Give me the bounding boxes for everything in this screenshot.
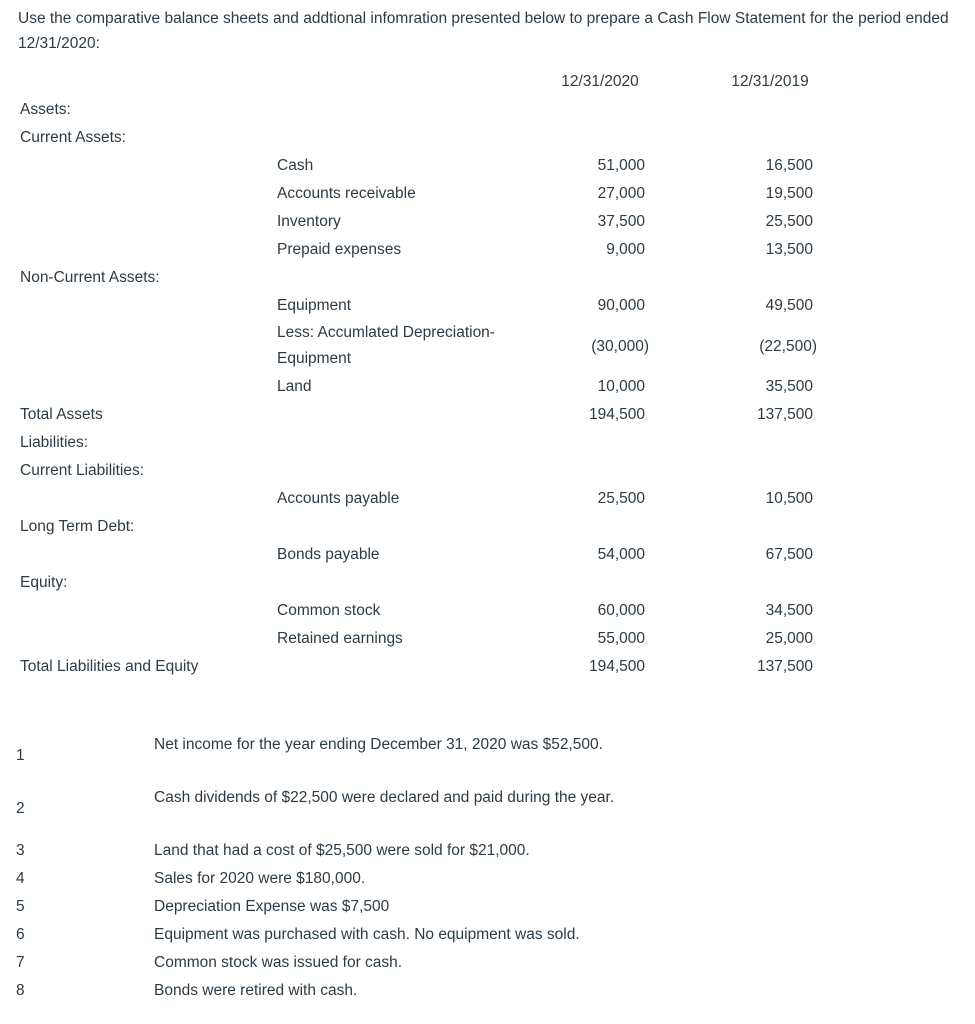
ar-2020: 27,000: [597, 185, 645, 202]
common-stock-2020: 60,000: [597, 602, 645, 619]
header-2020: 12/31/2020: [561, 73, 639, 90]
equipment-2019: 49,500: [765, 297, 813, 314]
equipment-label: Equipment: [277, 297, 352, 314]
land-2020: 10,000: [597, 378, 645, 395]
note-number: 6: [16, 926, 25, 943]
note-number: 5: [16, 898, 25, 915]
inventory-2020: 37,500: [597, 213, 645, 230]
note-number: 7: [16, 954, 25, 971]
prepaid-label: Prepaid expenses: [277, 241, 402, 258]
prepaid-2019: 13,500: [765, 241, 813, 258]
common-stock-2019: 34,500: [765, 602, 813, 619]
cash-2020: 51,000: [597, 157, 645, 174]
note-text: Sales for 2020 were $180,000.: [154, 870, 366, 887]
ap-2020: 25,500: [597, 490, 645, 507]
current-assets-label: Current Assets:: [20, 129, 126, 146]
total-liab-equity-2019: 137,500: [756, 658, 813, 675]
equity-label: Equity:: [20, 574, 68, 591]
retained-earnings-label: Retained earnings: [277, 630, 403, 647]
cash-label: Cash: [277, 157, 314, 174]
accum-dep-2020: (30,000): [591, 338, 649, 355]
note-number: 2: [16, 800, 25, 817]
note-text: Net income for the year ending December 31, 2020 was $52,500.: [154, 736, 603, 753]
ar-label: Accounts receivable: [277, 185, 416, 202]
inventory-2019: 25,500: [765, 213, 813, 230]
total-liab-equity-label: Total Liabilities and Equity: [20, 658, 199, 675]
note-text: Common stock was issued for cash.: [154, 954, 403, 971]
inventory-label: Inventory: [277, 213, 341, 230]
common-stock-label: Common stock: [277, 602, 381, 619]
bonds-2019: 67,500: [765, 546, 813, 563]
ap-label: Accounts payable: [277, 490, 400, 507]
assets-label: Assets:: [20, 101, 71, 118]
total-assets-label: Total Assets: [20, 406, 103, 423]
note-number: 1: [16, 747, 25, 764]
land-2019: 35,500: [765, 378, 813, 395]
note-number: 3: [16, 842, 25, 859]
current-liabilities-label: Current Liabilities:: [20, 462, 145, 479]
ar-2019: 19,500: [765, 185, 813, 202]
accum-dep-label-line1: Less: Accumlated Depreciation-: [277, 324, 495, 341]
bonds-label: Bonds payable: [277, 546, 380, 563]
note-text: Depreciation Expense was $7,500: [154, 898, 390, 915]
note-number: 8: [16, 982, 25, 999]
note-text: Equipment was purchased with cash. No equipment was sold.: [154, 926, 580, 943]
note-text: Cash dividends of $22,500 were declared and paid during the year.: [154, 789, 615, 806]
prepaid-2020: 9,000: [606, 241, 645, 258]
instructions: Use the comparative balance sheets and addtional infomration presented below to prepare a Cash Flow Statement for the period ended 12/31/2020:: [18, 10, 949, 52]
bonds-2020: 54,000: [597, 546, 645, 563]
accum-dep-2019: (22,500): [759, 338, 817, 355]
retained-earnings-2020: 55,000: [597, 630, 645, 647]
liabilities-label: Liabilities:: [20, 434, 89, 451]
non-current-assets-label: Non-Current Assets:: [20, 269, 160, 286]
land-label: Land: [277, 378, 312, 395]
total-liab-equity-2020: 194,500: [588, 658, 645, 675]
total-assets-2020: 194,500: [588, 406, 645, 423]
note-number: 4: [16, 870, 25, 887]
equipment-2020: 90,000: [597, 297, 645, 314]
ap-2019: 10,500: [765, 490, 813, 507]
note-text: Bonds were retired with cash.: [154, 982, 358, 999]
cash-2019: 16,500: [765, 157, 813, 174]
note-text: Land that had a cost of $25,500 were sold for $21,000.: [154, 842, 530, 859]
accum-dep-label-line2: Equipment: [277, 350, 352, 367]
long-term-debt-label: Long Term Debt:: [20, 518, 135, 535]
retained-earnings-2019: 25,000: [765, 630, 813, 647]
total-assets-2019: 137,500: [756, 406, 813, 423]
header-2019: 12/31/2019: [731, 73, 809, 90]
